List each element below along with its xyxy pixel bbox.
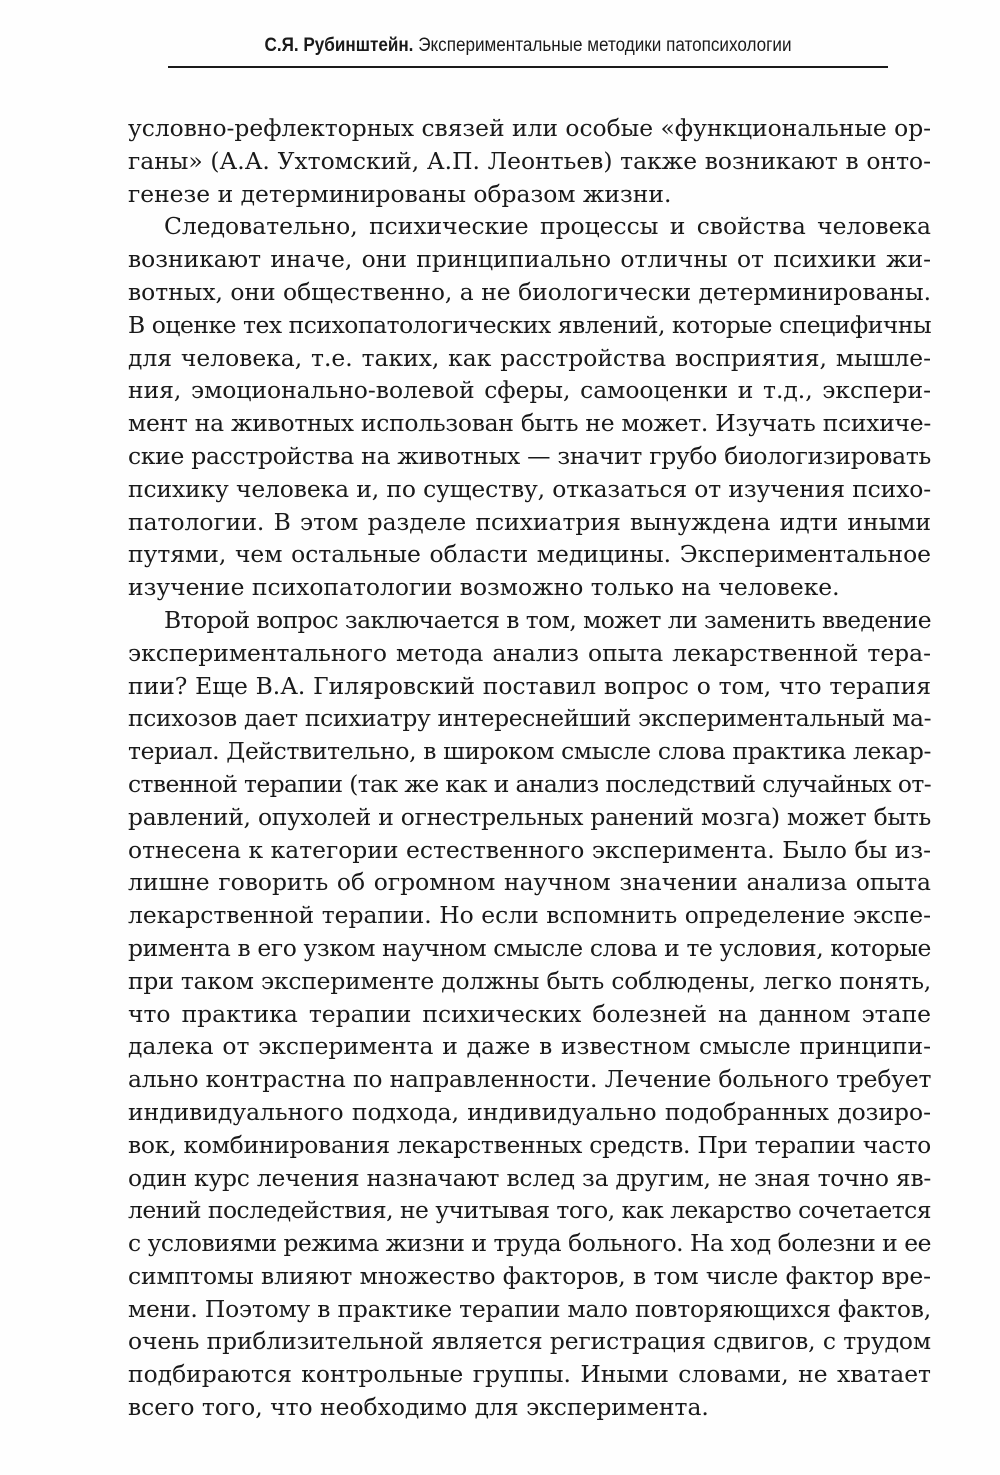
text-line: с условиями режима жизни и труда больного. На ход болезни и ее <box>128 1229 932 1258</box>
text-line: далека от эксперимента и даже в известном смысле принципи- <box>128 1032 931 1061</box>
header-book-title: Экспериментальные методики патопсихологии <box>418 35 792 56</box>
text-line: условно-рефлекторных связей или особые «функциональные ор- <box>128 114 932 142</box>
text-line: Следовательно, психические процессы и свойства человека <box>164 212 931 241</box>
text-line: ганы» (А.А. Ухтомский, А.П. Леонтьев) также возникают в онто- <box>128 146 931 175</box>
text-line: всего того, что необходимо для эксперимента. <box>128 1393 709 1422</box>
text-line: ские расстройства на животных — значит грубо биологизировать <box>128 441 931 470</box>
text-line: отнесена к категории естественного эксперимента. Было бы из- <box>128 835 931 864</box>
text-line: равлений, опухолей и огнестрельных ранений мозга) может быть <box>128 802 931 831</box>
text-line: подбираются контрольные группы. Иными словами, не хватает <box>128 1360 931 1389</box>
text-line: мент на животных использован быть не может. Изучать психиче- <box>128 409 931 438</box>
text-line: психику человека и, по существу, отказаться от изучения психо- <box>128 474 931 503</box>
text-line: путями, чем остальные области медицины. Экспериментальное <box>128 540 931 569</box>
paragraph <box>128 210 931 604</box>
text-line: ально контрастна по направленности. Лечение больного требует <box>128 1065 932 1094</box>
text-line: лекарственной терапии. Но если вспомнить определение экспе- <box>128 901 931 930</box>
text-line: патологии. В этом разделе психиатрия вынуждена идти иными <box>128 507 931 536</box>
text-line: римента в его узком научном смысле слова и те условия, которые <box>128 933 931 962</box>
text-line: В оценке тех психопатологических явлений, которые специфичны <box>128 310 932 339</box>
text-line: индивидуального подхода, индивидуально подобранных дозиро- <box>128 1097 931 1126</box>
paragraph <box>128 604 931 1424</box>
text-line: вотных, они общественно, а не биологически детерминированы. <box>128 277 931 306</box>
body-text <box>128 112 931 1424</box>
text-line: лений последействия, не учитывая того, как лекарство сочетается <box>128 1196 932 1225</box>
text-line: вок, комбинирования лекарственных средств. При терапии часто <box>128 1130 931 1159</box>
text-line: ния, эмоционально-волевой сферы, самооценки и т.д., экспери- <box>128 376 931 405</box>
text-line: генезе и детерминированы образом жизни. <box>128 179 672 208</box>
header-author: С.Я. Рубинштейн. <box>264 35 414 56</box>
text-line: симптомы влияют множество факторов, в том числе фактор вре- <box>128 1261 931 1290</box>
text-line: изучение психопатологии возможно только на человеке. <box>128 573 840 602</box>
text-line: лишне говорить об огромном научном значении анализа опыта <box>128 868 931 897</box>
text-line: ственной терапии (так же как и анализ последствий случайных от- <box>128 769 932 798</box>
text-line: экспериментального метода анализ опыта лекарственной тера- <box>128 638 931 667</box>
text-line: один курс лечения назначают вслед за другим, не зная точно яв- <box>128 1163 932 1192</box>
text-line: при таком эксперименте должны быть соблюдены, легко понять, <box>128 966 931 995</box>
text-line: что практика терапии психических болезней на данном этапе <box>128 999 931 1028</box>
running-header <box>168 26 888 68</box>
text-line: териал. Действительно, в широком смысле слова практика лекар- <box>128 737 932 766</box>
text-line: Второй вопрос заключается в том, может ли заменить введение <box>164 605 931 634</box>
text-line: пии? Еще В.А. Гиляровский поставил вопрос о том, что терапия <box>128 671 931 700</box>
text-line: очень приблизительной является регистрация сдвигов, с трудом <box>128 1327 931 1356</box>
text-line: психозов дает психиатру интереснейший экспериментальный ма- <box>128 704 932 733</box>
paragraph <box>128 112 931 210</box>
text-line: возникают иначе, они принципиально отличны от психики жи- <box>128 245 931 274</box>
text-line: мени. Поэтому в практике терапии мало повторяющихся фактов, <box>128 1294 931 1323</box>
text-line: для человека, т.е. таких, как расстройства восприятия, мышле- <box>128 343 931 372</box>
